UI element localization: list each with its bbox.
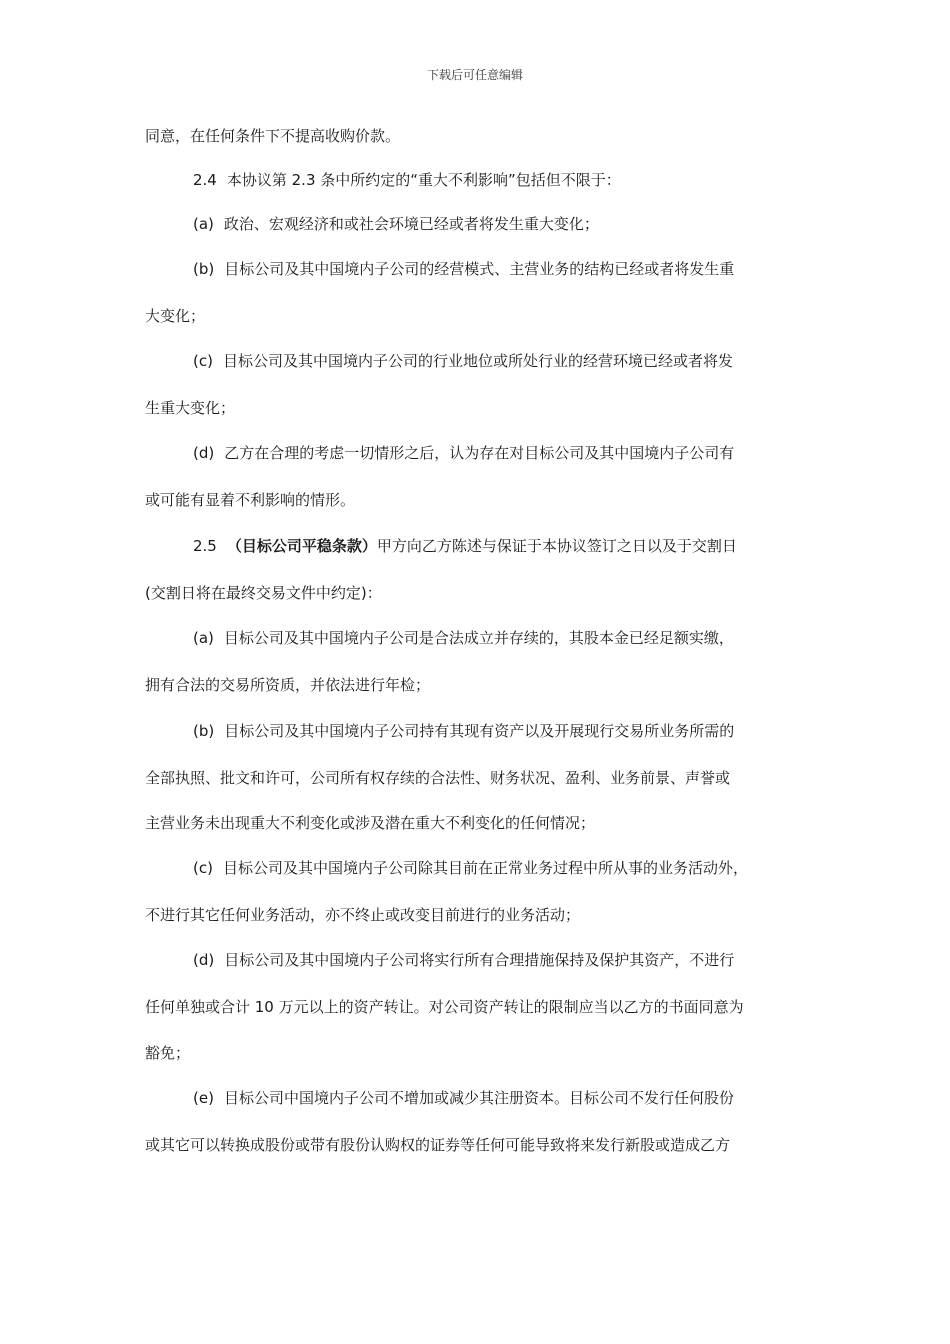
item-text: 目标公司及其中国境内子公司是合法成立并存续的，其股本金已经足额实缴， [223,629,734,647]
text-line: (交割日将在最终交易文件中约定)： [145,584,382,602]
clause-text: 甲方向乙方陈述与保证于本协议签订之日以及于交割日 [376,537,737,555]
text-line: 同意，在任何条件下不提高收购价款。 [145,127,401,145]
item-text: 目标公司及其中国境内子公司的行业地位或所处行业的经营环境已经或者将发 [222,352,733,370]
item-c [193,858,873,878]
item-number: (b) [193,260,215,278]
text-line: 拥有合法的交易所资质，并依法进行年检； [145,676,431,694]
text-line: 豁免； [145,1044,191,1062]
item-text: 乙方在合理的考虑一切情形之后，认为存在对目标公司及其中国境内子公司有 [224,444,735,462]
text-line: 大变化； [145,307,206,325]
item-a [193,214,873,234]
item-b [193,721,873,741]
clause-number: 2.5 [193,537,217,555]
page-header: 下载后可任意编辑 [426,68,523,82]
item-number: (a) [193,629,214,647]
text-line: 任何单独或合计 10 万元以上的资产转让。对公司资产转让的限制应当以乙方的书面同意为 [145,998,744,1016]
clause-number: 2.4 [193,171,217,189]
item-c [193,351,873,371]
clause-2-5 [193,536,873,556]
item-b [193,259,873,279]
item-text: 目标公司中国境内子公司不增加或减少其注册资本。目标公司不发行任何股份 [223,1089,734,1107]
item-number: (c) [193,352,213,370]
item-text: 目标公司及其中国境内子公司将实行所有合理措施保持及保护其资产，不进行 [224,951,735,969]
item-number: (d) [193,951,215,969]
item-number: (b) [193,722,215,740]
item-text: 目标公司及其中国境内子公司除其目前在正常业务过程中所从事的业务活动外， [222,859,748,877]
item-text: 目标公司及其中国境内子公司持有其现有资产以及开展现行交易所业务所需的 [224,722,735,740]
text-line: 或其它可以转换成股份或带有股份认购权的证券等任何可能导致将来发行新股或造成乙方 [145,1136,731,1154]
text-line: 生重大变化； [145,399,236,417]
text-line: 或可能有显着不利影响的情形。 [145,491,356,509]
text-line: 全部执照、批文和许可，公司所有权存续的合法性、财务状况、盈利、业务前景、声誉或 [145,769,731,787]
item-text: 目标公司及其中国境内子公司的经营模式、主营业务的结构已经或者将发生重 [224,260,735,278]
text-line: 不进行其它任何业务活动，亦不终止或改变目前进行的业务活动； [145,906,581,924]
item-number: (c) [193,859,213,877]
item-text: 政治、宏观经济和或社会环境已经或者将发生重大变化； [223,215,599,233]
clause-heading: （目标公司平稳条款） [226,537,377,555]
item-d [193,950,873,970]
item-number: (d) [193,444,215,462]
item-e [193,1088,873,1108]
clause-2-4 [193,170,873,190]
item-number: (e) [193,1089,214,1107]
clause-text: 本协议第 2.3 条中所约定的“重大不利影响”包括但不限于： [226,171,621,189]
text-line: 主营业务未出现重大不利变化或涉及潜在重大不利变化的任何情况； [145,814,596,832]
item-d [193,443,873,463]
item-a [193,628,873,648]
item-number: (a) [193,215,214,233]
